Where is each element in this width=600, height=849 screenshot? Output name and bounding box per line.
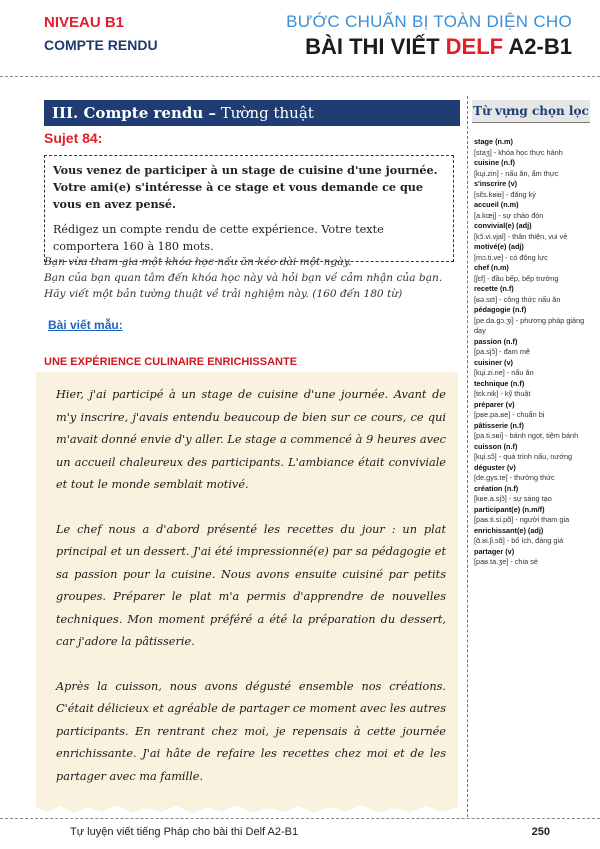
vocab-def: [kɥi.sɔ̃] - quá trình nấu, nướng bbox=[474, 452, 573, 461]
vocab-item bbox=[474, 379, 590, 400]
vocab-def: [kʁe.a.sjɔ̃] - sự sáng tạo bbox=[474, 494, 552, 503]
footer-divider bbox=[0, 818, 600, 819]
vocab-word: passion (n.f) bbox=[474, 336, 518, 346]
section-label: COMPTE RENDU bbox=[44, 37, 158, 53]
vocab-item bbox=[474, 484, 590, 505]
essay-body bbox=[56, 384, 446, 810]
vocab-def: [ʃɛf] - đầu bếp, bếp trưởng bbox=[474, 273, 559, 283]
vocab-word: cuisson (n.f) bbox=[474, 441, 518, 451]
vocab-def: [paʁ.ta.ʒe] - chia sẻ bbox=[474, 557, 538, 566]
vocab-item bbox=[474, 284, 590, 305]
vocab-item bbox=[474, 221, 590, 242]
vocab-word: création (n.f) bbox=[474, 483, 519, 493]
vocab-def: [tɛk.nik] - kỹ thuật bbox=[474, 389, 531, 398]
header-divider bbox=[0, 76, 600, 77]
prompt-instruction: Rédigez un compte rendu de cette expérience. Votre texte comportera 160 à 180 mots. bbox=[53, 223, 384, 253]
vocab-item bbox=[474, 137, 590, 158]
vocab-word: recette (n.f) bbox=[474, 284, 514, 293]
vocab-def: [sɛ̃s.kʁiʁ] - đăng ký bbox=[474, 189, 536, 199]
vocab-item bbox=[474, 358, 590, 379]
section-title-bar bbox=[44, 100, 460, 126]
title-suffix: A2-B1 bbox=[508, 34, 572, 59]
vocab-def: [staʒ] - khóa học thực hành bbox=[474, 147, 563, 157]
vocab-word: technique (n.f) bbox=[474, 378, 525, 388]
prompt-box bbox=[44, 155, 454, 262]
vocab-def: [pa.sjɔ̃] - đam mê bbox=[474, 347, 530, 356]
vocab-def: [pe.da.gɔ.ʒi] - phương pháp giảng dạy bbox=[474, 315, 585, 335]
vocab-item bbox=[474, 158, 590, 179]
sujet-label: Sujet 84: bbox=[44, 130, 103, 146]
book-subtitle: BƯỚC CHUẨN BỊ TOÀN DIỆN CHO bbox=[286, 12, 572, 31]
title-delf: DELF bbox=[445, 34, 504, 59]
vocab-item bbox=[474, 421, 590, 442]
vocab-word: cuisine (n.f) bbox=[474, 158, 515, 167]
vocab-word: déguster (v) bbox=[474, 462, 516, 472]
vocab-item bbox=[474, 263, 590, 284]
vocab-word: préparer (v) bbox=[474, 399, 515, 409]
vocab-def: [kɥi.zin] - nấu ăn, ẩm thực bbox=[474, 168, 559, 178]
vocab-item bbox=[474, 547, 590, 568]
vocab-def: [paʁ.ti.si.pɑ̃] - người tham gia bbox=[474, 515, 570, 524]
sidebar-divider bbox=[467, 96, 468, 817]
vocab-word: participant(e) (n.m/f) bbox=[474, 504, 545, 514]
vocab-def: [kɥi.zi.ne] - nấu ăn bbox=[474, 368, 534, 377]
prompt-text: Vous venez de participer à un stage de cuisine d'une journée. Votre ami(e) s'intéresse à ce stage et vous demande ce que vous en avez pensé. bbox=[53, 163, 438, 211]
essay-paragraph: Hier, j'ai participé à un stage de cuisine d'une journée. Avant de m'y inscrire, j'avais entendu beaucoup de bien sur ce cours, ce qui m'avait donné envie d'y aller. Le stage a commencé à 9 heures avec un accueil chaleureux des participants. L'ambiance était conviviale et tout le monde semblait motivé. bbox=[56, 388, 446, 491]
vocab-list bbox=[472, 137, 590, 568]
vocab-word: convivial(e) (adj) bbox=[474, 221, 532, 230]
vocab-def: [kɔ̃.vi.vjal] - thân thiện, vui vẻ bbox=[474, 231, 568, 241]
header-right bbox=[286, 12, 572, 60]
viet-line: Hãy viết một bản tường thuật về trải nghiệm này. (160 đến 180 từ) bbox=[44, 288, 403, 300]
footer-text: Tự luyện viết tiếng Pháp cho bài thi Delf A2-B1 bbox=[70, 826, 299, 838]
vocab-def: [a.kœj] - sự chào đón bbox=[474, 210, 544, 220]
vocab-word: enrichissant(e) (adj) bbox=[474, 525, 544, 535]
vocab-def: [ʁə.sɛt] - công thức nấu ăn bbox=[474, 294, 561, 304]
vocab-item bbox=[474, 463, 590, 484]
vocab-item bbox=[474, 505, 590, 526]
vocab-item bbox=[474, 400, 590, 421]
vocab-def: [pa.ti.sʁi] - bánh ngọt, tiệm bánh bbox=[474, 431, 579, 440]
page-number: 250 bbox=[531, 826, 550, 838]
vocab-item bbox=[474, 200, 590, 221]
section-title-bold: III. Compte rendu – bbox=[52, 104, 216, 122]
vocab-word: stage (n.m) bbox=[474, 137, 513, 146]
vocab-sidebar bbox=[472, 100, 590, 568]
section-title-normal: Tường thuật bbox=[215, 104, 314, 122]
vocab-def: [mɔ.ti.ve] - có động lực bbox=[474, 252, 548, 262]
vocab-word: cuisiner (v) bbox=[474, 357, 513, 367]
vocab-item bbox=[474, 179, 590, 200]
vocab-item bbox=[474, 305, 590, 337]
vocab-word: pédagogie (n.f) bbox=[474, 305, 527, 314]
vocab-item bbox=[474, 242, 590, 263]
vocab-item bbox=[474, 526, 590, 547]
model-label: Bài viết mẫu: bbox=[48, 318, 123, 332]
viet-line: Bạn vừa tham gia một khóa học nấu ăn kéo dài một ngày. bbox=[44, 256, 352, 268]
vocab-item bbox=[474, 442, 590, 463]
vocab-def: [ɑ̃.ʁi.ʃi.sɑ̃] - bổ ích, đáng giá bbox=[474, 536, 564, 545]
vocab-word: chef (n.m) bbox=[474, 263, 509, 272]
book-title bbox=[286, 34, 572, 60]
vocab-title: Từ vựng chọn lọc bbox=[472, 100, 590, 123]
level-label: NIVEAU B1 bbox=[44, 14, 125, 31]
vocab-def: [de.gys.te] - thưởng thức bbox=[474, 473, 555, 482]
vocab-word: motivé(e) (adj) bbox=[474, 242, 524, 251]
vocab-word: s'inscrire (v) bbox=[474, 179, 518, 188]
vocab-def: [pʁe.pa.ʁe] - chuẩn bị bbox=[474, 410, 545, 419]
vietnamese-translation bbox=[44, 254, 460, 302]
title-prefix: BÀI THI VIẾT bbox=[305, 34, 440, 59]
vocab-word: accueil (n.m) bbox=[474, 200, 519, 209]
essay-paragraph: Après la cuisson, nous avons dégusté ensemble nos créations. C'était délicieux et agréable de partager ce moment avec les autres participants. En rentrant chez moi, je repensais à cette journée enrichissante. J'ai hâte de refaire les recettes chez moi et de les partager avec ma famille. bbox=[56, 679, 446, 783]
essay-paragraph: Le chef nous a d'abord présenté les recettes du jour : un plat principal et un dessert. J'ai été impressionné(e) par sa pédagogie et sa passion pour la cuisine. Nous avons ensuite cuisiné par petits groupes. Préparer le plat m'a permis d'apprendre de nouvelles techniques. Mon moment préféré a été la préparation du dessert, car j'adore la pâtisserie. bbox=[56, 522, 446, 648]
essay-title: UNE EXPÉRIENCE CULINAIRE ENRICHISSANTE bbox=[44, 356, 298, 368]
vocab-word: partager (v) bbox=[474, 546, 515, 556]
vocab-item bbox=[474, 337, 590, 358]
viet-line: Bạn của bạn quan tâm đến khóa học này và hỏi bạn về cảm nhận của bạn. bbox=[44, 272, 443, 284]
header-left bbox=[44, 14, 158, 53]
vocab-word: pâtisserie (n.f) bbox=[474, 420, 524, 430]
